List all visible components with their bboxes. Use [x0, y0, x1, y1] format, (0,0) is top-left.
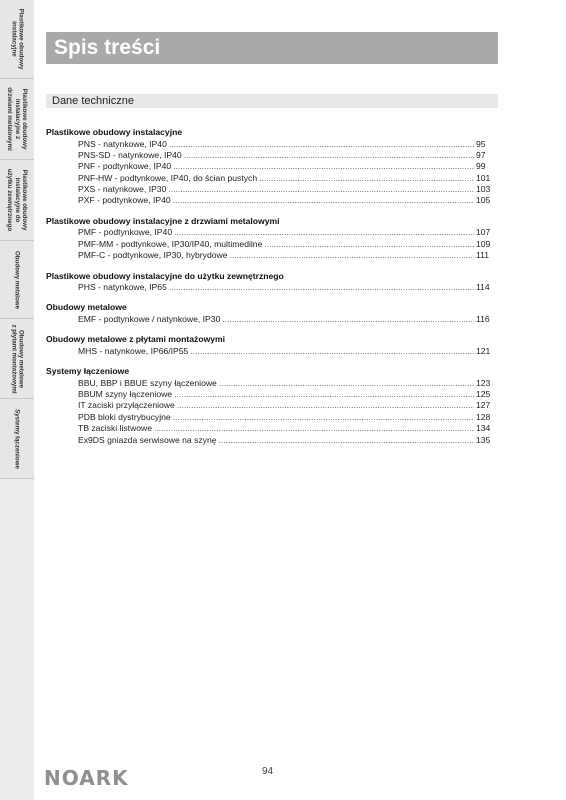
toc-entry[interactable]	[46, 195, 496, 206]
toc-dot-leader	[264, 239, 474, 250]
toc-entry[interactable]	[46, 161, 496, 172]
toc-entry[interactable]	[46, 346, 496, 357]
sidebar-tab-label: Plastikowe obudowy instalacyjne do użytku zewnętrznego	[6, 168, 29, 232]
toc-dot-leader	[173, 161, 474, 172]
toc-entry-page: 107	[476, 227, 491, 238]
page-number: 94	[262, 766, 274, 777]
sidebar-tab-connection-systems[interactable]	[0, 399, 34, 479]
toc-entry-label: PHS - natynkowe, IP65	[78, 282, 167, 293]
section-header	[46, 94, 498, 108]
toc-entry-page: 135	[476, 434, 491, 445]
toc-dot-leader	[174, 227, 474, 238]
toc-entry[interactable]	[46, 423, 496, 434]
toc-group	[46, 302, 496, 325]
toc-entry-label: PMF-C - podtynkowe, IP30, hybrydowe	[78, 250, 228, 261]
toc-entry-page: 134	[476, 423, 491, 434]
toc-entry[interactable]	[46, 400, 496, 411]
toc-entry[interactable]	[46, 173, 496, 184]
toc-dot-leader	[169, 139, 474, 150]
toc-entry-page: 121	[476, 345, 491, 356]
sidebar-tab-label: Obudowy metalowe	[13, 250, 21, 309]
sidebar-tab-label: Plastikowe obudowy instalacyjne	[10, 8, 25, 70]
toc-group-title: Plastikowe obudowy instalacyjne	[46, 127, 183, 137]
sidebar-tab-label: Obudowy metalowe z płytami montażowymi	[10, 323, 25, 394]
sidebar-tab-plastic-enclosures[interactable]	[0, 0, 34, 79]
toc-dot-leader	[154, 423, 474, 434]
toc-entry-page: 99	[476, 161, 486, 172]
toc-entry[interactable]	[46, 378, 496, 389]
sidebar-tab-plastic-metal-doors[interactable]	[0, 79, 34, 160]
toc-entry[interactable]	[46, 314, 496, 325]
toc-group-title: Obudowy metalowe z płytami montażowymi	[46, 334, 226, 345]
toc-entry-label: PDB bloki dystrybucyjne	[78, 411, 171, 422]
toc-entry[interactable]	[46, 239, 496, 250]
toc-dot-leader	[230, 250, 475, 261]
toc-entry-page: 125	[476, 389, 491, 400]
toc-entry-label: BBUM szyny łączeniowe	[78, 389, 173, 400]
sidebar-tabs	[0, 0, 34, 800]
toc-entry[interactable]	[46, 435, 496, 446]
toc-entry-label: PMF - podtynkowe, IP40	[78, 227, 173, 238]
toc-group-title: Obudowy metalowe	[46, 302, 127, 313]
sidebar-tab-label: Plastikowe obudowy instalacyjne z drzwiami metalowymi	[6, 87, 29, 151]
toc-entry-page: 127	[476, 400, 491, 411]
toc-dot-leader	[184, 150, 474, 161]
toc-dot-leader	[173, 412, 474, 423]
toc-entry-label: BBU, BBP i BBUE szyny łączeniowe	[78, 377, 217, 388]
table-of-contents	[46, 127, 496, 455]
toc-group	[46, 127, 496, 207]
toc-entry-label: EMF - podtynkowe / natynkowe, IP30	[78, 313, 221, 324]
toc-entry-label: TB zaciski listwowe	[78, 423, 153, 434]
toc-entry-label: PXF - podtynkowe, IP40	[78, 195, 171, 206]
toc-entry-page: 101	[476, 172, 491, 183]
toc-entry[interactable]	[46, 227, 496, 238]
toc-group	[46, 271, 496, 294]
toc-dot-leader	[173, 195, 474, 206]
sidebar-tab-plastic-outdoor[interactable]	[0, 160, 34, 241]
toc-entry[interactable]	[46, 150, 496, 161]
toc-entry-page: 109	[476, 238, 491, 249]
sidebar-tab-metal-enclosures[interactable]	[0, 241, 34, 319]
toc-dot-leader	[219, 378, 474, 389]
toc-dot-leader	[169, 282, 474, 293]
toc-entry-page: 128	[476, 411, 491, 422]
toc-entry-label: PXS - natynkowe, IP30	[78, 184, 167, 195]
title-banner	[46, 32, 498, 64]
toc-entry-label: PMF-MM - podtynkowe, IP30/IP40, multimedilne	[78, 238, 263, 249]
toc-dot-leader	[168, 184, 474, 195]
toc-dot-leader	[177, 400, 474, 411]
toc-entry-label: PNF - podtynkowe, IP40	[78, 161, 172, 172]
toc-group	[46, 334, 496, 357]
toc-group-title: Plastikowe obudowy instalacyjne z drzwiami metalowymi	[46, 215, 280, 226]
toc-dot-leader	[259, 173, 474, 184]
toc-entry-page: 111	[476, 250, 490, 261]
toc-entry[interactable]	[46, 184, 496, 195]
toc-entry-page: 97	[476, 149, 486, 160]
toc-entry-page: 123	[476, 377, 491, 388]
sidebar-tab-label: Systemy łączeniowe	[13, 408, 21, 469]
page-title: Spis treści	[54, 36, 161, 59]
toc-entry[interactable]	[46, 389, 496, 400]
toc-entry[interactable]	[46, 412, 496, 423]
toc-entry-label: PNS - natynkowe, IP40	[78, 138, 167, 149]
toc-entry-page: 95	[476, 138, 486, 149]
toc-entry-page: 114	[476, 282, 490, 293]
toc-entry-label: PNS-SD - natynkowe, IP40	[78, 149, 182, 160]
toc-entry-page: 105	[476, 195, 491, 206]
toc-dot-leader	[190, 346, 474, 357]
toc-entry-label: PNF-HW - podtynkowe, IP40, do ścian pustych	[78, 172, 258, 183]
toc-group	[46, 216, 496, 262]
toc-entry[interactable]	[46, 250, 496, 261]
toc-dot-leader	[174, 389, 474, 400]
toc-group	[46, 366, 496, 446]
toc-dot-leader	[222, 314, 474, 325]
toc-entry-label: MHS - natynkowe, IP66/IP55	[78, 345, 189, 356]
toc-dot-leader	[219, 435, 474, 446]
toc-entry-label: IT zaciski przyłączeniowe	[78, 400, 175, 411]
toc-entry-label: Ex9DS gniazda serwisowe na szynę	[78, 434, 217, 445]
sidebar-filler	[0, 479, 34, 800]
toc-entry[interactable]	[46, 282, 496, 293]
brand-logo: NOARK	[44, 766, 129, 790]
toc-group-title: Plastikowe obudowy instalacyjne do użytku zewnętrznego	[46, 270, 284, 281]
sidebar-tab-metal-mounting-plates[interactable]	[0, 319, 34, 399]
toc-entry-page: 116	[476, 313, 490, 324]
toc-entry-page: 103	[476, 184, 491, 195]
section-title: Dane techniczne	[52, 95, 134, 107]
toc-entry[interactable]	[46, 139, 496, 150]
toc-group-title: Systemy łączeniowe	[46, 366, 130, 377]
